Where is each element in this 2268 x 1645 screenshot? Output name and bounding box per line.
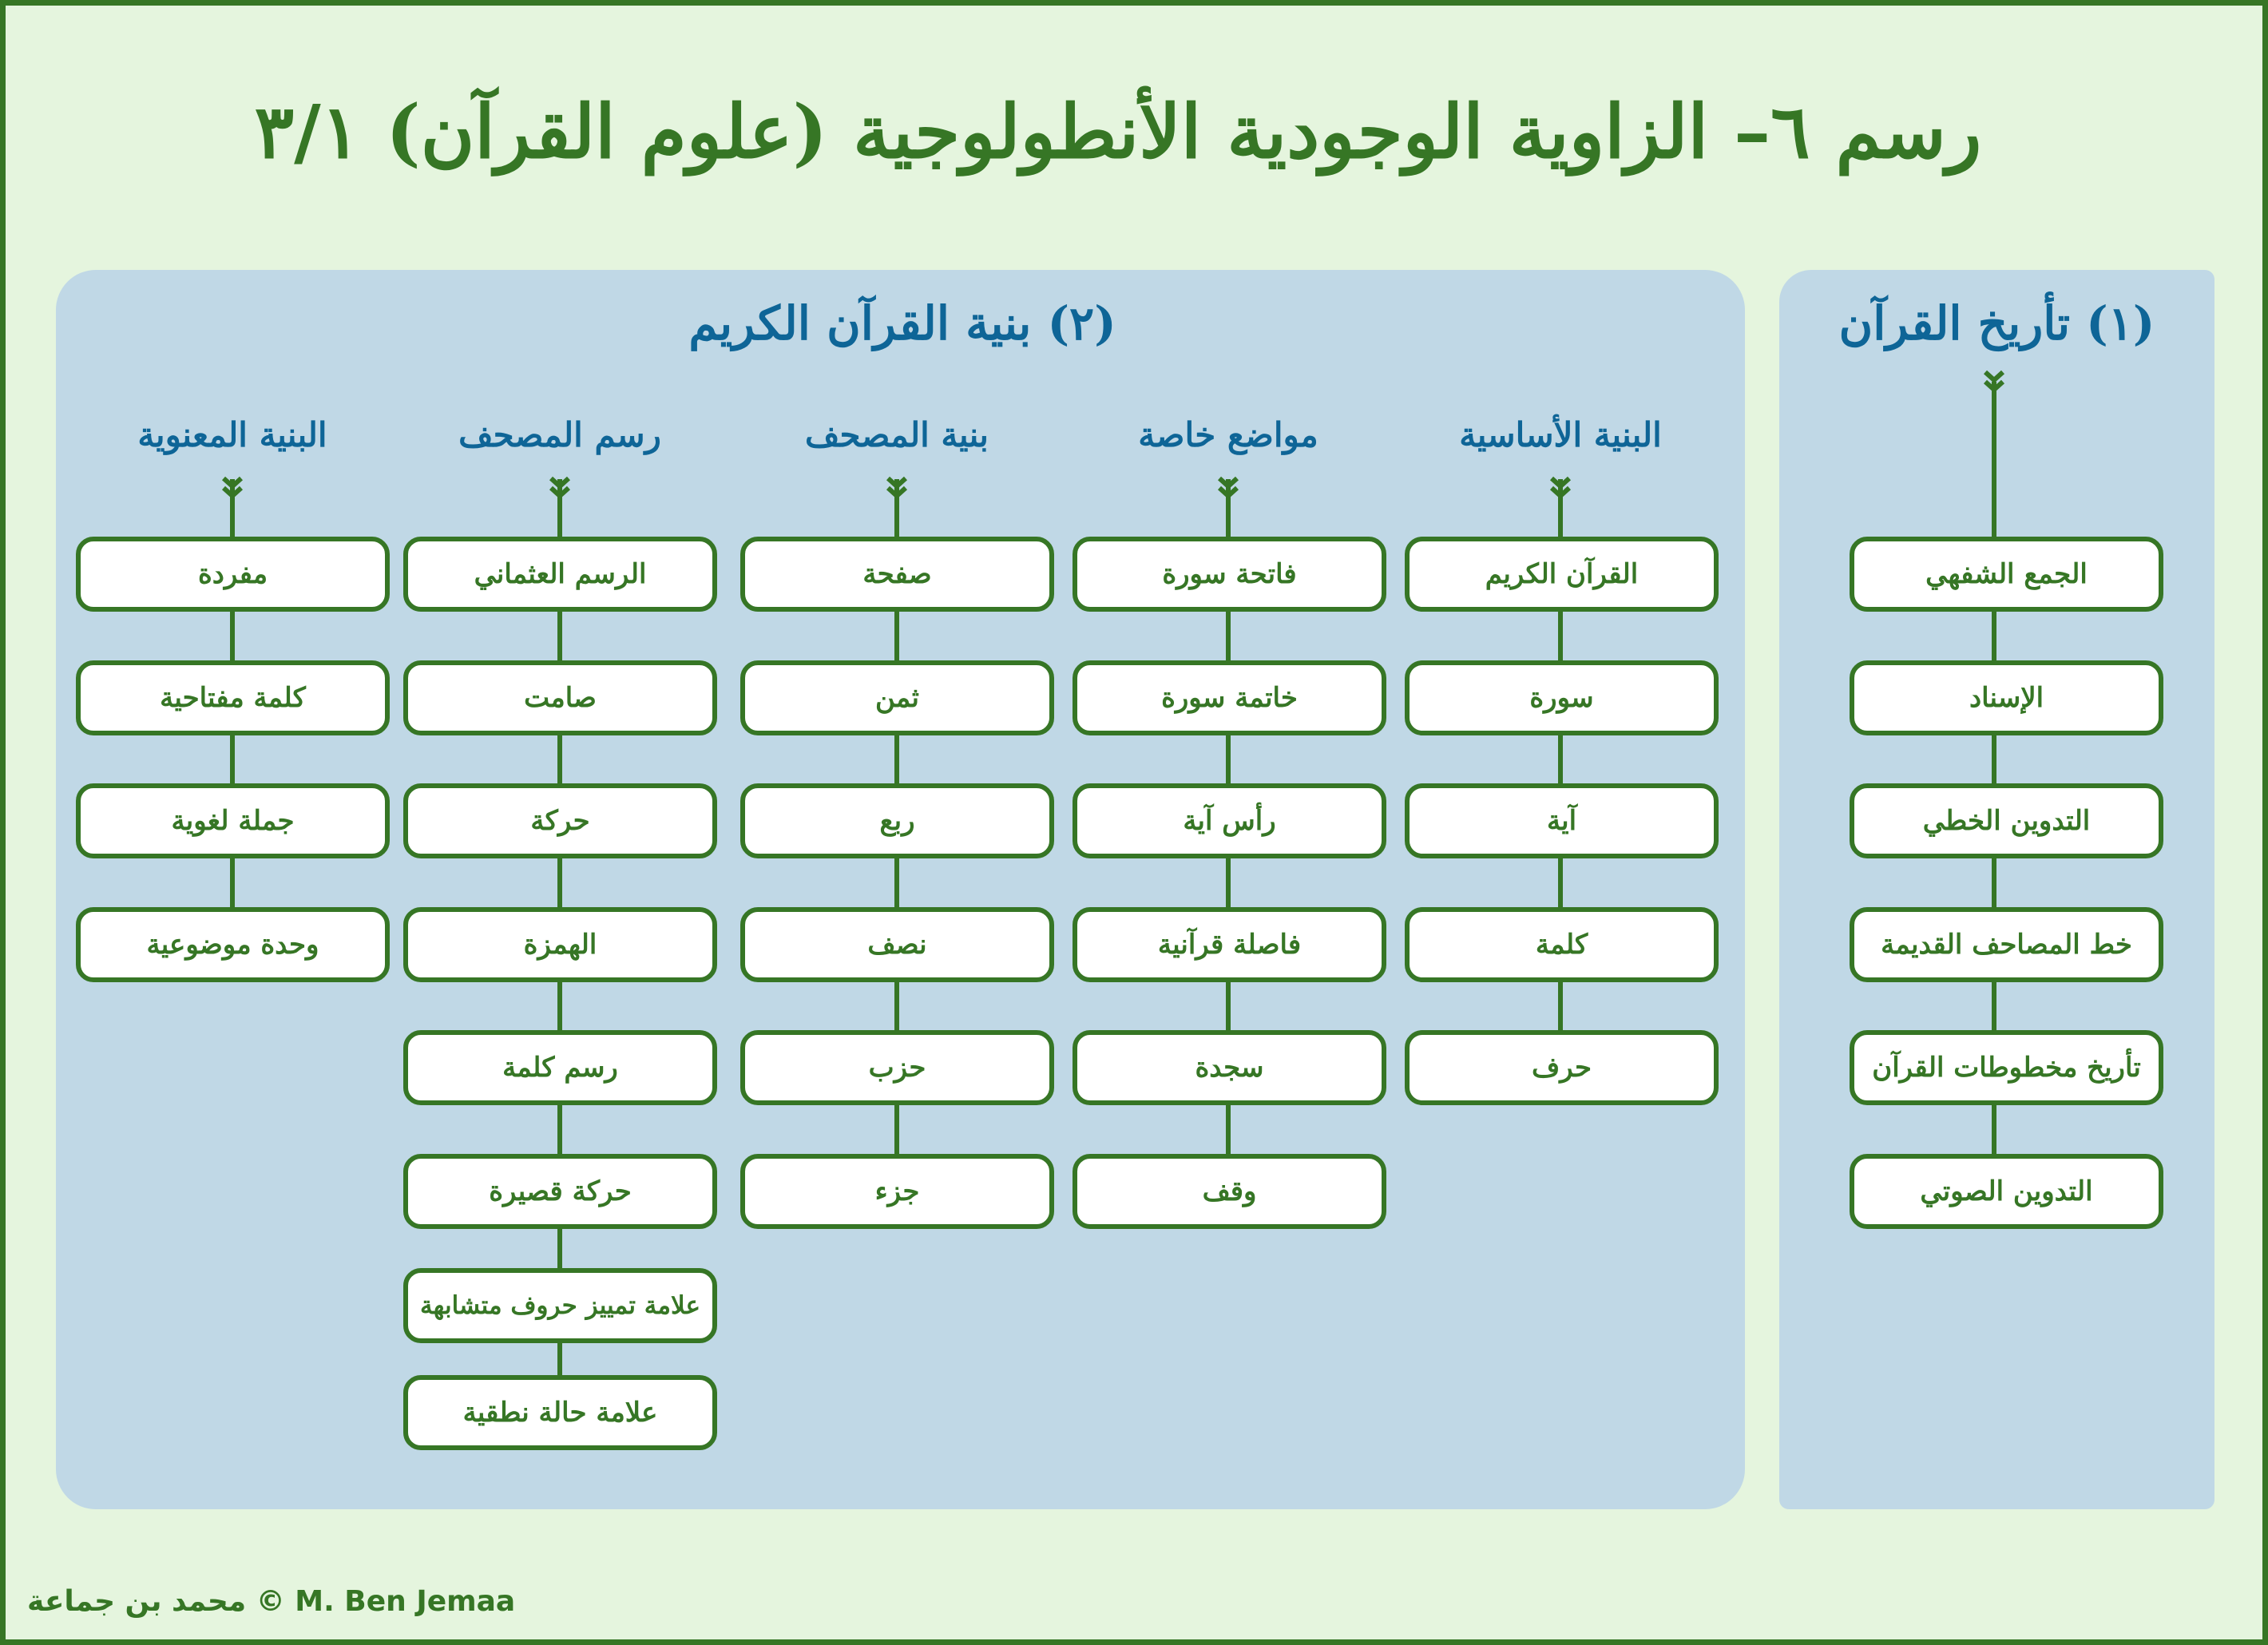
node-script-2: حركة [403, 783, 717, 858]
node-mushaf-5: جزء [740, 1154, 1054, 1229]
double-chevron-down-icon [885, 475, 909, 507]
node-manuscript-dating: تأريخ مخطوطات القرآن [1850, 1030, 2163, 1105]
column-header-mushaf-script: رسم المصحف [458, 415, 661, 454]
node-special-4: سجدة [1073, 1030, 1386, 1105]
column-header-mushaf-structure: بنية المصحف [805, 415, 989, 454]
node-mushaf-1: ثمن [740, 660, 1054, 735]
node-mushaf-3: نصف [740, 907, 1054, 982]
node-semantic-0: مفردة [76, 537, 390, 612]
node-isnad: الإسناد [1850, 660, 2163, 735]
node-semantic-1: كلمة مفتاحية [76, 660, 390, 735]
node-script-6: علامة تمييز حروف متشابهة [403, 1268, 717, 1343]
node-script-0: الرسم العثماني [403, 537, 717, 612]
copyright-icon: © [256, 1585, 285, 1618]
node-script-3: الهمزة [403, 907, 717, 982]
node-special-3: فاصلة قرآنية [1073, 907, 1386, 982]
node-semantic-3: وحدة موضوعية [76, 907, 390, 982]
node-mushaf-4: حزب [740, 1030, 1054, 1105]
node-script-7: علامة حالة نطقية [403, 1375, 717, 1450]
node-special-1: خاتمة سورة [1073, 660, 1386, 735]
credit-line [27, 1580, 515, 1624]
double-chevron-down-icon [1982, 369, 2006, 401]
double-chevron-down-icon [1548, 475, 1572, 507]
node-audio-recording: التدوين الصوتي [1850, 1154, 2163, 1229]
panel-title-structure: (٢) بنية القرآن الكريم [688, 296, 1116, 351]
node-written-recording: التدوين الخطي [1850, 783, 2163, 858]
node-special-2: رأس آية [1073, 783, 1386, 858]
node-basic-4: حرف [1405, 1030, 1719, 1105]
node-basic-0: القرآن الكريم [1405, 537, 1719, 612]
node-special-0: فاتحة سورة [1073, 537, 1386, 612]
node-oral-collection: الجمع الشفهي [1850, 537, 2163, 612]
node-basic-3: كلمة [1405, 907, 1719, 982]
credit-arabic-name: محمد بن جماعة [27, 1585, 247, 1618]
node-old-mushaf-script: خط المصاحف القديمة [1850, 907, 2163, 982]
node-mushaf-0: صفحة [740, 537, 1054, 612]
diagram-title: رسم ٦– الزاوية الوجودية الأنطولوجية (علوم القرآن) ٣/١ [254, 89, 1982, 175]
node-script-1: صامت [403, 660, 717, 735]
double-chevron-down-icon [1216, 475, 1240, 507]
node-script-5: حركة قصيرة [403, 1154, 717, 1229]
node-special-5: وقف [1073, 1154, 1386, 1229]
column-header-special-positions: مواضع خاصة [1138, 415, 1318, 454]
node-basic-1: سورة [1405, 660, 1719, 735]
column-header-semantic-structure: البنية المعنوية [137, 415, 327, 454]
node-semantic-2: جملة لغوية [76, 783, 390, 858]
credit-latin-name: M. Ben Jemaa [295, 1585, 516, 1618]
panel-quran-history [1779, 270, 2214, 1509]
node-basic-2: آية [1405, 783, 1719, 858]
double-chevron-down-icon [548, 475, 572, 507]
double-chevron-down-icon [220, 475, 244, 507]
column-header-basic-structure: البنية الأساسية [1459, 415, 1662, 454]
panel-title-history: (١) تأريخ القرآن [1838, 296, 2155, 351]
node-mushaf-2: ربع [740, 783, 1054, 858]
node-script-4: رسم كلمة [403, 1030, 717, 1105]
